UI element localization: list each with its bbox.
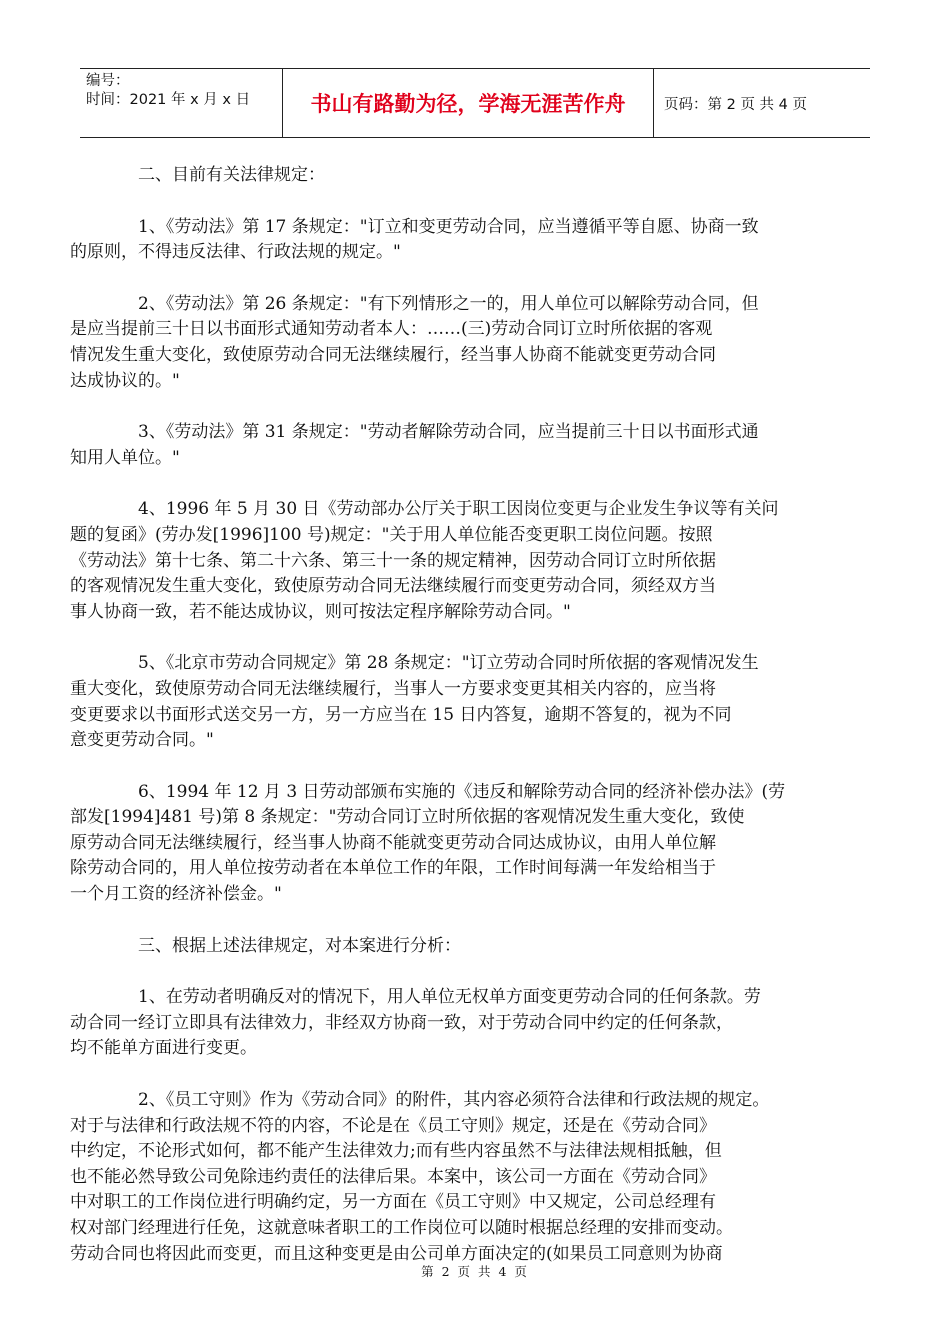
paragraph-line: 原劳动合同无法继续履行，经当事人协商不能就变更劳动合同达成协议，由用人单位解 [70,832,716,853]
document-body [70,163,850,1293]
paragraph-line: 中约定，不论形式如何，都不能产生法律效力;而有些内容虽然不与法律法规相抵触，但 [70,1141,722,1162]
paragraph-line: 的客观情况发生重大变化，致使原劳动合同无法继续履行而变更劳动合同，须经双方当 [70,576,716,597]
paragraph-line: 2、《劳动法》第 26 条规定："有下列情形之一的，用人单位可以解除劳动合同，但 [138,293,759,314]
paragraph-line: 《劳动法》第十七条、第二十六条、第三十一条的规定精神，因劳动合同订立时所依据 [70,550,716,571]
page-footer: 第 2 页 共 4 页 [421,1264,529,1279]
paragraph-line: 中对职工的工作岗位进行明确约定，另一方面在《员工守则》中又规定，公司总经理有 [70,1192,716,1213]
paragraph-line: 的原则，不得违反法律、行政法规的规定。" [70,242,401,263]
paragraph [70,985,850,1062]
paragraph-line: 4、1996 年 5 月 30 日《劳动部办公厅关于职工因岗位变更与企业发生争议等有关问 [138,499,779,520]
paragraph [70,215,850,266]
paragraph [70,292,850,394]
paragraph-line: 3、《劳动法》第 31 条规定："劳动者解除劳动合同，应当提前三十日以书面形式通 [138,422,759,443]
paragraph [104,934,850,960]
paragraph-line: 达成协议的。" [70,370,180,391]
paragraph-line: 除劳动合同的，用人单位按劳动者在本单位工作的年限，工作时间每满一年发给相当于 [70,858,716,879]
header-page-info: 页码：第 2 页 共 4 页 [664,96,807,113]
paragraph-line: 情况发生重大变化，致使原劳动合同无法继续履行，经当事人协商不能就变更劳动合同 [70,344,716,365]
paragraph [70,651,850,753]
paragraph-line: 也不能必然导致公司免除违约责任的法律后果。本案中，该公司一方面在《劳动合同》 [70,1166,716,1187]
paragraph [70,420,850,471]
paragraph-line: 一个月工资的经济补偿金。" [70,884,282,905]
document-header [80,68,870,138]
header-meta [80,69,282,137]
paragraph-line: 权对部门经理进行任免，这就意味者职工的工作岗位可以随时根据总经理的安排而变动。 [70,1218,733,1238]
paragraph-line: 6、1994 年 12 月 3 日劳动部颁布实施的《违反和解除劳动合同的经济补偿办法》(劳 [138,781,786,802]
header-motto: 书山有路勤为径，学海无涯苦作舟 [282,69,654,137]
paragraph-line: 二、目前有关法律规定： [138,165,325,185]
paragraph-line: 是应当提前三十日以书面形式通知劳动者本人：……(三)劳动合同订立时所依据的客观 [70,319,713,340]
paragraph-line: 均不能单方面进行变更。 [70,1038,257,1059]
paragraph-line: 题的复函》(劳办发[1996]100 号)规定："关于用人单位能否变更职工岗位问题。按照 [70,524,713,545]
document-date: 时间：2021 年 x 月 x 日 [86,92,251,108]
paragraph-line: 5、《北京市劳动合同规定》第 28 条规定："订立劳动合同时所依据的客观情况发生 [138,653,759,674]
paragraph [70,780,850,908]
paragraph-line: 1、在劳动者明确反对的情况下，用人单位无权单方面变更劳动合同的任何条款。劳 [138,987,761,1008]
paragraph-line: 事人协商一致，若不能达成协议，则可按法定程序解除劳动合同。" [70,601,571,622]
paragraph-line: 意变更劳动合同。" [70,730,214,751]
paragraph-line: 对于与法律和行政法规不符的内容，不论是在《员工守则》规定，还是在《劳动合同》 [70,1115,716,1136]
paragraph-line: 1、《劳动法》第 17 条规定："订立和变更劳动合同，应当遵循平等自愿、协商一致 [138,216,759,237]
paragraph-line: 知用人单位。" [70,447,180,468]
document-number-label: 编号： [86,73,130,89]
paragraph-line: 部发[1994]481 号)第 8 条规定："劳动合同订立时所依据的客观情况发生重大变化，致使 [70,807,745,828]
paragraph-line: 重大变化，致使原劳动合同无法继续履行，当事人一方要求变更其相关内容的，应当将 [70,678,716,699]
paragraph-line: 变更要求以书面形式送交另一方，另一方应当在 15 日内答复，逾期不答复的，视为不同 [70,704,732,725]
paragraph-line: 劳动合同也将因此而变更，而且这种变更是由公司单方面决定的(如果员工同意则为协商 [70,1243,723,1264]
paragraph-line: 2、《员工守则》作为《劳动合同》的附件，其内容必须符合法律和行政法规的规定。 [138,1090,770,1111]
paragraph-line: 动合同一经订立即具有法律效力，非经双方协商一致，对于劳动合同中约定的任何条款， [70,1012,733,1033]
paragraph [104,163,850,189]
paragraph-line: 三、根据上述法律规定，对本案进行分析： [138,935,461,956]
paragraph [70,497,850,625]
paragraph [70,1088,850,1267]
